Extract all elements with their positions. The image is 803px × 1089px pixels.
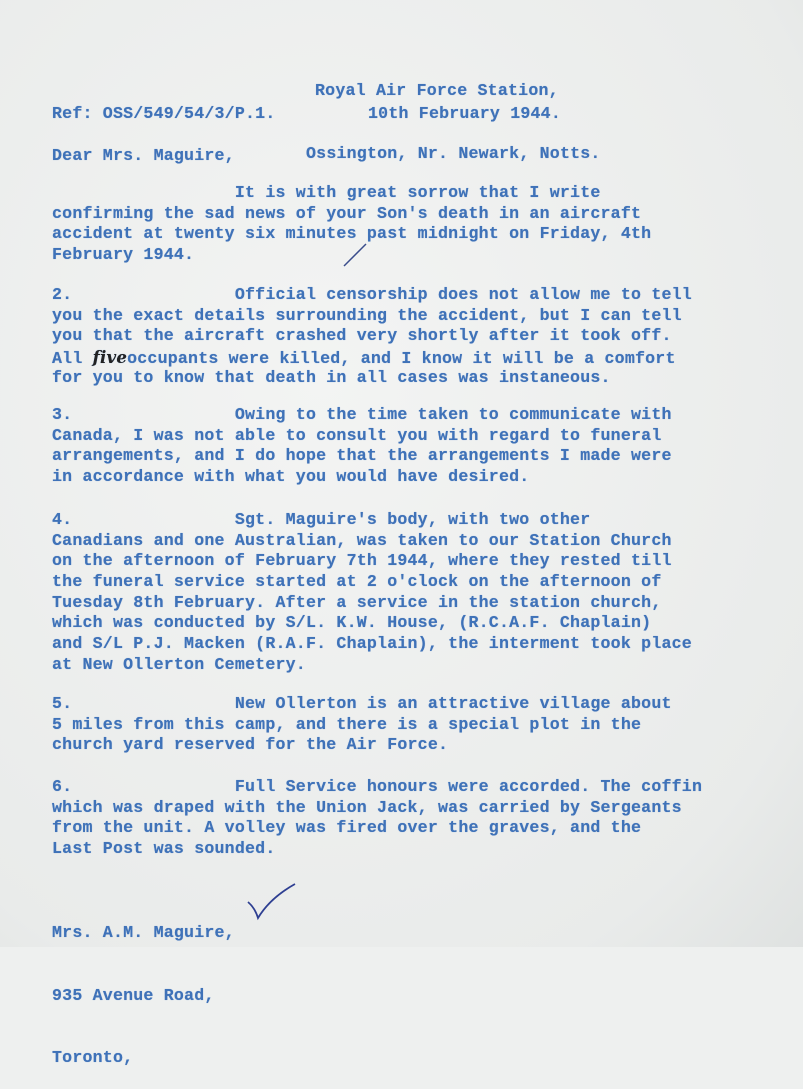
paragraph-3	[52, 405, 672, 488]
paragraph-line: 3. Owing to the time taken to communicate with	[52, 405, 672, 424]
paragraph-line: at New Ollerton Cemetery.	[52, 654, 306, 674]
letterhead-line: Royal Air Force Station,	[315, 81, 559, 101]
pen-slash-mark	[340, 240, 370, 270]
address-line: Mrs. A.M. Maguire,	[52, 923, 235, 943]
typed-text: All	[52, 349, 93, 369]
paragraph-line: in accordance with what you would have desired.	[52, 467, 530, 487]
address-line: 935 Avenue Road,	[52, 985, 215, 1005]
handwritten-insert: five	[92, 347, 128, 368]
paragraph-line: Canadians and one Australian, was taken to our Station Church	[52, 530, 672, 550]
checkmark-icon	[245, 880, 300, 925]
paragraph-line: 6. Full Service honours were accorded. The coffin	[52, 777, 703, 796]
paragraph-line: Tuesday 8th February. After a service in the station church,	[52, 592, 662, 612]
paragraph-line: Canada, I was not able to consult you with regard to funeral	[52, 425, 662, 445]
paragraph-4	[52, 510, 692, 676]
paragraph-line: accident at twenty six minutes past midnight on Friday, 4th	[52, 224, 652, 244]
letter-date: 10th February 1944.	[368, 104, 561, 123]
paragraph-line: It is with great sorrow that I write	[52, 183, 601, 202]
paragraph-line: you the exact details surrounding the accident, but I can tell	[52, 305, 682, 325]
paragraph-line: church yard reserved for the Air Force.	[52, 735, 449, 755]
paragraph-line: for you to know that death in all cases was instaneous.	[52, 367, 611, 387]
paragraph-line: from the unit. A volley was fired over the graves, and the	[52, 818, 642, 838]
paragraph-line: which was draped with the Union Jack, was carried by Sergeants	[52, 797, 682, 817]
reference-number: Ref: OSS/549/54/3/P.1.	[52, 104, 276, 123]
paragraph-line: 5. New Ollerton is an attractive village about	[52, 694, 672, 713]
paragraph-line: 5 miles from this camp, and there is a special plot in the	[52, 714, 642, 734]
typed-text: occupants were killed, and I know it will be a comfort	[127, 349, 676, 369]
paragraph-6	[52, 777, 702, 860]
letterhead-line: Ossington, Nr. Newark, Notts.	[306, 143, 601, 163]
paragraph-line: which was conducted by S/L. K.W. House, (R.C.A.F. Chaplain)	[52, 613, 652, 633]
paragraph-line: the funeral service started at 2 o'clock on the afternoon of	[52, 572, 662, 592]
paragraph-2	[52, 285, 692, 388]
paragraph-line: confirming the sad news of your Son's death in an aircraft	[52, 203, 642, 223]
paragraph-line: 2. Official censorship does not allow me to tell	[52, 285, 692, 304]
paragraph-line	[52, 347, 692, 368]
paragraph-line: Last Post was sounded.	[52, 839, 276, 859]
recipient-address	[52, 882, 235, 1089]
paragraph-5	[52, 694, 672, 756]
address-line: Toronto,	[52, 1047, 134, 1067]
paragraph-line: and S/L P.J. Macken (R.A.F. Chaplain), the interment took place	[52, 634, 692, 654]
paragraph-line: February 1944.	[52, 245, 195, 265]
paragraph-line: you that the aircraft crashed very shortly after it took off.	[52, 326, 672, 346]
paragraph-line: arrangements, and I do hope that the arrangements I made were	[52, 446, 672, 466]
paragraph-line: 4. Sgt. Maguire's body, with two other	[52, 510, 591, 529]
paragraph-line: on the afternoon of February 7th 1944, where they rested till	[52, 551, 672, 571]
salutation: Dear Mrs. Maguire,	[52, 146, 235, 165]
